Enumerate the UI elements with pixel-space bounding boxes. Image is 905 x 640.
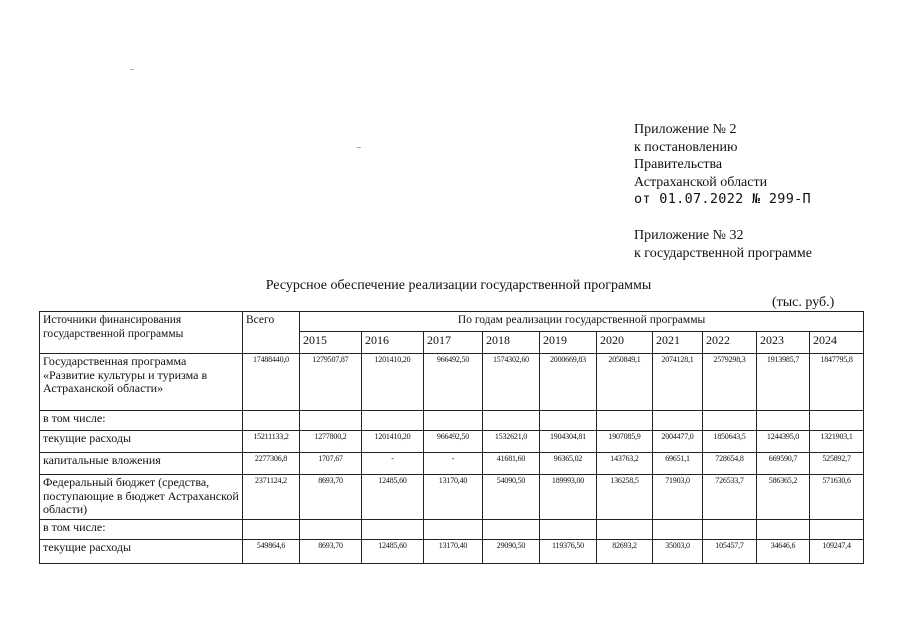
scan-speck xyxy=(130,69,134,70)
value-cell xyxy=(810,411,864,431)
value-cell xyxy=(300,411,362,431)
value-cell: 2579298,3 xyxy=(703,354,757,411)
value-cell: 54090,50 xyxy=(483,475,540,520)
value-cell: 13170,40 xyxy=(424,475,483,520)
year-cell: 2015 xyxy=(300,332,362,354)
value-cell: 34646,6 xyxy=(757,540,810,564)
value-cell: 1847795,8 xyxy=(810,354,864,411)
appendix-block xyxy=(634,121,811,209)
value-cell xyxy=(362,520,424,540)
value-cell: 12485,60 xyxy=(362,475,424,520)
value-cell: 1707,67 xyxy=(300,453,362,475)
value-cell: 189993,00 xyxy=(540,475,597,520)
year-cell: 2016 xyxy=(362,332,424,354)
table-row xyxy=(40,453,864,475)
scan-speck xyxy=(357,147,361,148)
appendix-line: Приложение № 32 xyxy=(634,228,744,243)
value-cell xyxy=(483,520,540,540)
value-cell: 1904304,81 xyxy=(540,431,597,453)
year-cell: 2018 xyxy=(483,332,540,354)
value-cell: 1244395,0 xyxy=(757,431,810,453)
row-label: в том числе: xyxy=(40,411,243,431)
appendix-line: Правительства xyxy=(634,157,723,172)
value-cell: - xyxy=(362,453,424,475)
row-label: в том числе: xyxy=(40,520,243,540)
value-cell: 1913985,7 xyxy=(757,354,810,411)
total-cell: 2277306,8 xyxy=(243,453,300,475)
value-cell: 71903,0 xyxy=(653,475,703,520)
value-cell: 1574302,60 xyxy=(483,354,540,411)
value-cell xyxy=(703,411,757,431)
value-cell: 96365,02 xyxy=(540,453,597,475)
unit-label: (тыс. руб.) xyxy=(772,295,835,310)
value-cell xyxy=(653,411,703,431)
value-cell xyxy=(597,520,653,540)
value-cell: 1907085,9 xyxy=(597,431,653,453)
year-cell: 2022 xyxy=(703,332,757,354)
value-cell: 2074128,1 xyxy=(653,354,703,411)
appendix-line: Астраханской области xyxy=(634,174,768,190)
table-row xyxy=(40,411,864,431)
value-cell: 8693,70 xyxy=(300,540,362,564)
year-cell: 2019 xyxy=(540,332,597,354)
row-label: Федеральный бюджет (средства, поступающие в бюджет Астраханской области) xyxy=(40,475,243,520)
value-cell: 69651,1 xyxy=(653,453,703,475)
table-row xyxy=(40,520,864,540)
value-cell: 966492,50 xyxy=(424,431,483,453)
value-cell: 82693,2 xyxy=(597,540,653,564)
total-cell xyxy=(243,520,300,540)
table-row xyxy=(40,431,864,453)
resolution-date-number: от 01.07.2022 № 299-П xyxy=(634,191,811,207)
document-title-wrap xyxy=(0,278,905,294)
value-cell xyxy=(597,411,653,431)
value-cell xyxy=(653,520,703,540)
value-cell: 2000669,83 xyxy=(540,354,597,411)
value-cell xyxy=(424,520,483,540)
value-cell: 1850643,5 xyxy=(703,431,757,453)
year-cell: 2021 xyxy=(653,332,703,354)
resource-table xyxy=(39,311,864,564)
value-cell xyxy=(424,411,483,431)
total-cell: 2371124,2 xyxy=(243,475,300,520)
value-cell: 12485,60 xyxy=(362,540,424,564)
value-cell: 525892,7 xyxy=(810,453,864,475)
value-cell: 13170,40 xyxy=(424,540,483,564)
value-cell xyxy=(540,411,597,431)
value-cell xyxy=(483,411,540,431)
year-cell: 2023 xyxy=(757,332,810,354)
total-cell: 17488440,0 xyxy=(243,354,300,411)
row-label: Государственная программа «Развитие культуры и туризма в Астраханской области» xyxy=(40,354,243,411)
total-cell xyxy=(243,411,300,431)
appendix-line: Приложение № 2 xyxy=(634,122,737,137)
value-cell: 143763,2 xyxy=(597,453,653,475)
value-cell: 1279507,87 xyxy=(300,354,362,411)
value-cell: 105457,7 xyxy=(703,540,757,564)
value-cell: 136258,5 xyxy=(597,475,653,520)
value-cell: 571630,6 xyxy=(810,475,864,520)
value-cell: 8693,70 xyxy=(300,475,362,520)
value-cell xyxy=(757,411,810,431)
value-cell: 35003,0 xyxy=(653,540,703,564)
table-row xyxy=(40,475,864,520)
value-cell: 41681,60 xyxy=(483,453,540,475)
value-cell: 1277800,2 xyxy=(300,431,362,453)
value-cell: 109247,4 xyxy=(810,540,864,564)
value-cell: 586365,2 xyxy=(757,475,810,520)
value-cell: 119376,50 xyxy=(540,540,597,564)
value-cell xyxy=(703,520,757,540)
value-cell: 2050849,1 xyxy=(597,354,653,411)
value-cell: 2004477,0 xyxy=(653,431,703,453)
year-cell: 2024 xyxy=(810,332,864,354)
value-cell xyxy=(540,520,597,540)
value-cell: 726533,7 xyxy=(703,475,757,520)
header-total: Всего xyxy=(243,312,300,354)
value-cell: 1321903,1 xyxy=(810,431,864,453)
total-cell: 549864,6 xyxy=(243,540,300,564)
row-label: текущие расходы xyxy=(40,540,243,564)
value-cell xyxy=(757,520,810,540)
value-cell: 1532621,0 xyxy=(483,431,540,453)
value-cell: 1201410,20 xyxy=(362,354,424,411)
value-cell: 669590,7 xyxy=(757,453,810,475)
table-row xyxy=(40,354,864,411)
row-label: текущие расходы xyxy=(40,431,243,453)
year-cell: 2020 xyxy=(597,332,653,354)
appendix-block-2 xyxy=(634,227,812,262)
header-years: По годам реализации государственной программы xyxy=(300,312,864,332)
value-cell: - xyxy=(424,453,483,475)
value-cell: 728654,8 xyxy=(703,453,757,475)
year-cell: 2017 xyxy=(424,332,483,354)
header-source: Источники финансирования государственной программы xyxy=(40,312,243,354)
value-cell xyxy=(300,520,362,540)
appendix-line: к постановлению xyxy=(634,139,738,155)
total-cell: 15211133,2 xyxy=(243,431,300,453)
row-label: капитальные вложения xyxy=(40,453,243,475)
appendix-line: к государственной программе xyxy=(634,245,812,261)
value-cell: 29090,50 xyxy=(483,540,540,564)
value-cell xyxy=(810,520,864,540)
table-row xyxy=(40,540,864,564)
value-cell xyxy=(362,411,424,431)
value-cell: 966492,50 xyxy=(424,354,483,411)
value-cell: 1201410,20 xyxy=(362,431,424,453)
document-title: Ресурсное обеспечение реализации государственной программы xyxy=(265,278,652,293)
